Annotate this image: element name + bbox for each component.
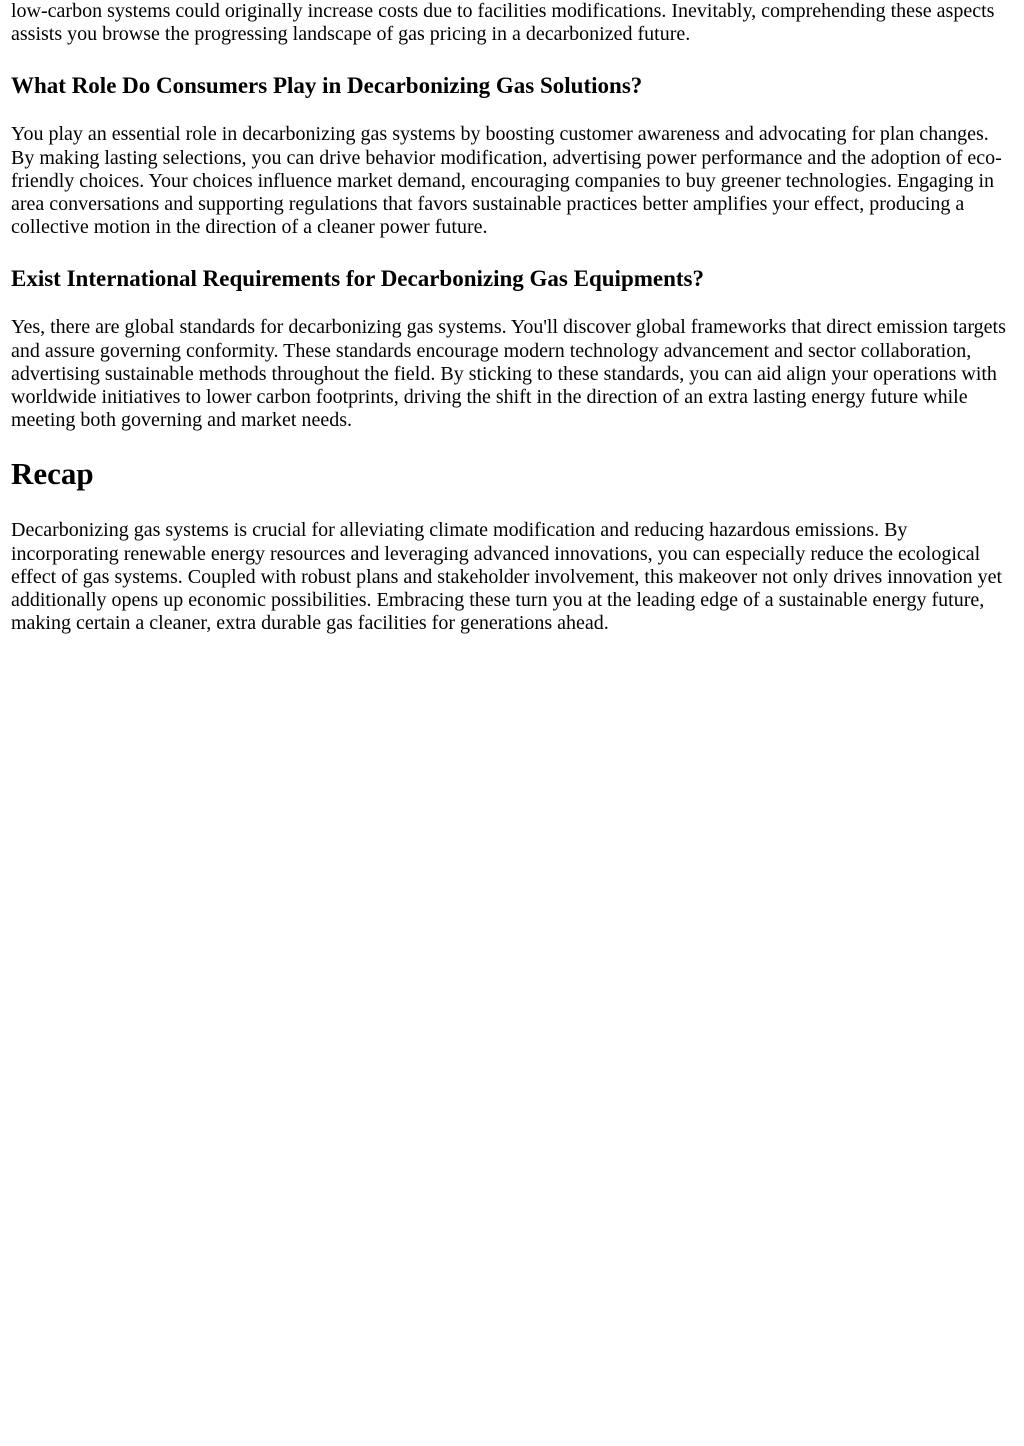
- section-heading-recap: Recap: [11, 456, 94, 492]
- section-body-recap: Decarbonizing gas systems is crucial for alleviating climate modification and reducing hazardous emissions. By incorporating renewable energy resources and leveraging advanced innovations, you can especially reduce the ecological effect of gas systems. Coupled with robust plans and stakeholder involvement, this makeover not only drives innovation yet additionally opens up economic possibilities. Embracing these turn you at the leading edge of a sustainable energy future, making certain a cleaner, extra durable gas facilities for generations ahead.: [11, 519, 1003, 635]
- section-body-international-requirements: Yes, there are global standards for decarbonizing gas systems. You'll discover global frameworks that direct emission targets and assure governing conformity. These standards encourage modern technology advancement and sector collaboration, advertising sustainable methods throughout the field. By sticking to these standards, you can aid align your operations with worldwide initiatives to lower carbon footprints, driving the shift in the direction of an extra lasting energy future while meeting both governing and market needs.: [11, 316, 1006, 432]
- section-body-consumers: You play an essential role in decarbonizing gas systems by boosting customer awareness and advocating for plan changes. By making lasting selections, you can drive behavior modification, advertising power performance and the adoption of eco-friendly choices. Your choices influence market demand, encouraging companies to buy greener technologies. Engaging in area conversations and supporting regulations that favors sustainable practices better amplifies your effect, producing a collective motion in the direction of a cleaner power future.: [11, 123, 1002, 239]
- section-heading-international-requirements: Exist International Requirements for Decarbonizing Gas Equipments?: [11, 266, 705, 292]
- intro-paragraph: low-carbon systems could originally increase costs due to facilities modifications. Inevitably, comprehending these aspects assists you browse the progressing landscape of gas pricing in a decarbonized future.: [11, 0, 995, 46]
- section-heading-consumers: What Role Do Consumers Play in Decarbonizing Gas Solutions?: [11, 73, 643, 99]
